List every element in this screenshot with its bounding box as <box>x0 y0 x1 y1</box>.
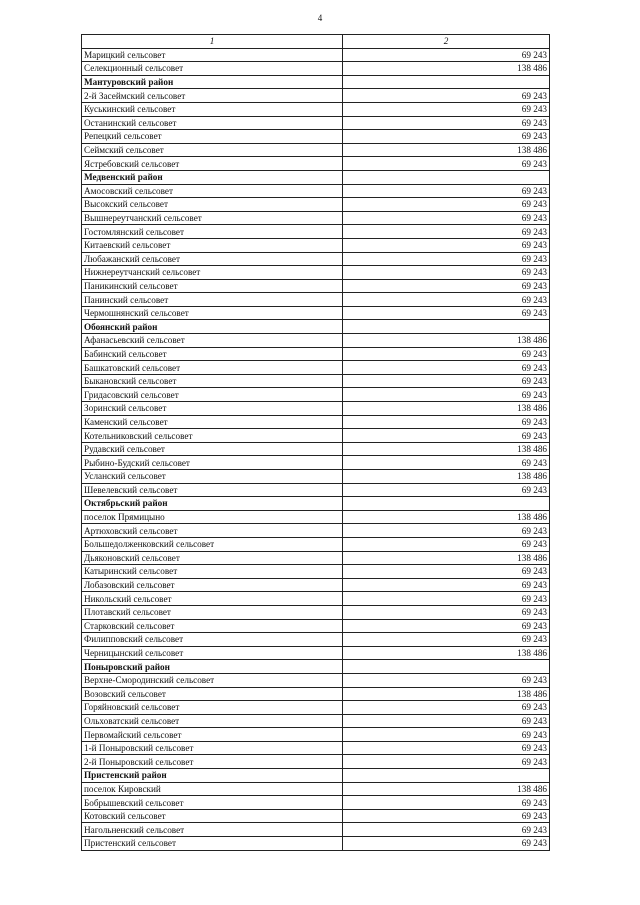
amount-cell: 138 486 <box>343 334 550 348</box>
table-row <box>82 551 550 565</box>
amount-cell: 69 243 <box>343 619 550 633</box>
municipality-name: Лобазовский сельсовет <box>82 578 343 592</box>
district-row <box>82 769 550 783</box>
amount-cell: 69 243 <box>343 741 550 755</box>
table-row <box>82 116 550 130</box>
municipality-name: поселок Кировский <box>82 782 343 796</box>
municipality-name: Большедолженковский сельсовет <box>82 537 343 551</box>
municipality-name: Каменский сельсовет <box>82 415 343 429</box>
amount-cell: 69 243 <box>343 238 550 252</box>
municipality-name: Котовский сельсовет <box>82 809 343 823</box>
table-row <box>82 334 550 348</box>
amount-cell: 69 243 <box>343 755 550 769</box>
municipality-name: Сеймский сельсовет <box>82 143 343 157</box>
table-row <box>82 809 550 823</box>
municipality-name: Останинский сельсовет <box>82 116 343 130</box>
municipality-name: Вышнереутчанский сельсовет <box>82 211 343 225</box>
municipality-name: Ольховатский сельсовет <box>82 714 343 728</box>
municipality-name: Чермошнянский сельсовет <box>82 306 343 320</box>
municipality-name: Старковский сельсовет <box>82 619 343 633</box>
amount-cell: 138 486 <box>343 442 550 456</box>
amount-cell: 69 243 <box>343 225 550 239</box>
municipality-name: Горяйновский сельсовет <box>82 701 343 715</box>
municipality-name: 2-й Поныровский сельсовет <box>82 755 343 769</box>
amount-cell: 69 243 <box>343 823 550 837</box>
amount-cell <box>343 75 550 89</box>
amount-cell: 138 486 <box>343 510 550 524</box>
district-name: Мантуровский район <box>82 75 343 89</box>
municipality-name: Рудавский сельсовет <box>82 442 343 456</box>
table-row <box>82 402 550 416</box>
amount-cell <box>343 660 550 674</box>
table-row <box>82 782 550 796</box>
amount-cell <box>343 170 550 184</box>
table-row <box>82 238 550 252</box>
table-row <box>82 701 550 715</box>
amount-cell: 69 243 <box>343 701 550 715</box>
column-header-2: 2 <box>343 35 550 49</box>
table-row <box>82 306 550 320</box>
municipality-name: Башкатовский сельсовет <box>82 361 343 375</box>
amount-cell: 138 486 <box>343 143 550 157</box>
amount-cell: 69 243 <box>343 361 550 375</box>
municipality-name: Панинский сельсовет <box>82 293 343 307</box>
table-row <box>82 130 550 144</box>
table-row <box>82 537 550 551</box>
table-row <box>82 565 550 579</box>
table-row <box>82 198 550 212</box>
amount-cell: 69 243 <box>343 524 550 538</box>
municipality-name: Амосовский сельсовет <box>82 184 343 198</box>
municipality-name: Зоринский сельсовет <box>82 402 343 416</box>
table-row <box>82 266 550 280</box>
amount-cell: 69 243 <box>343 89 550 103</box>
municipality-name: Бобрышевский сельсовет <box>82 796 343 810</box>
table-row <box>82 646 550 660</box>
amount-cell: 69 243 <box>343 184 550 198</box>
table-row <box>82 102 550 116</box>
table-row <box>82 578 550 592</box>
amount-cell: 69 243 <box>343 565 550 579</box>
municipality-name: Высокский сельсовет <box>82 198 343 212</box>
municipality-name: поселок Прямицыно <box>82 510 343 524</box>
table-row <box>82 687 550 701</box>
municipality-name: Быкановский сельсовет <box>82 374 343 388</box>
municipality-name: Нагольненский сельсовет <box>82 823 343 837</box>
district-row <box>82 170 550 184</box>
amount-cell: 138 486 <box>343 782 550 796</box>
page-number: 4 <box>317 13 323 23</box>
table-body <box>82 48 550 850</box>
amount-cell: 69 243 <box>343 537 550 551</box>
table-row <box>82 211 550 225</box>
table-row <box>82 837 550 851</box>
amount-cell: 69 243 <box>343 796 550 810</box>
amount-cell: 69 243 <box>343 48 550 62</box>
amount-cell: 69 243 <box>343 102 550 116</box>
municipality-name: Никольский сельсовет <box>82 592 343 606</box>
amount-cell: 69 243 <box>343 714 550 728</box>
amount-cell: 69 243 <box>343 633 550 647</box>
table-row <box>82 483 550 497</box>
amount-cell: 138 486 <box>343 646 550 660</box>
table-row <box>82 48 550 62</box>
amount-cell: 69 243 <box>343 483 550 497</box>
amount-cell: 69 243 <box>343 306 550 320</box>
table-row <box>82 429 550 443</box>
table-row <box>82 62 550 76</box>
municipality-name: Селекционный сельсовет <box>82 62 343 76</box>
municipality-name: Нижнереутчанский сельсовет <box>82 266 343 280</box>
amount-cell: 69 243 <box>343 809 550 823</box>
municipality-name: Котельниковский сельсовет <box>82 429 343 443</box>
amount-cell: 138 486 <box>343 470 550 484</box>
district-row <box>82 320 550 334</box>
municipality-name: Марицкий сельсовет <box>82 48 343 62</box>
municipality-name: Черницынский сельсовет <box>82 646 343 660</box>
municipality-name: Усланский сельсовет <box>82 470 343 484</box>
municipality-name: Артюховский сельсовет <box>82 524 343 538</box>
district-name: Пристенский район <box>82 769 343 783</box>
municipality-name: Ястребовский сельсовет <box>82 157 343 171</box>
municipality-name: Рыбино-Будский сельсовет <box>82 456 343 470</box>
amount-cell: 138 486 <box>343 62 550 76</box>
district-name: Медвенский район <box>82 170 343 184</box>
municipality-name: Афанасьевский сельсовет <box>82 334 343 348</box>
municipality-name: Катыринский сельсовет <box>82 565 343 579</box>
amount-cell: 69 243 <box>343 388 550 402</box>
district-row <box>82 660 550 674</box>
amount-cell: 69 243 <box>343 728 550 742</box>
municipality-name: Шевелевский сельсовет <box>82 483 343 497</box>
amount-cell: 69 243 <box>343 266 550 280</box>
table-row <box>82 225 550 239</box>
table-row <box>82 592 550 606</box>
table-row <box>82 442 550 456</box>
table-row <box>82 415 550 429</box>
municipality-name: Филипповский сельсовет <box>82 633 343 647</box>
table-row <box>82 279 550 293</box>
amount-cell: 69 243 <box>343 293 550 307</box>
table-row <box>82 89 550 103</box>
municipality-name: Китаевский сельсовет <box>82 238 343 252</box>
amount-cell: 69 243 <box>343 130 550 144</box>
allocation-table <box>81 34 550 851</box>
municipality-name: Верхне-Смородинский сельсовет <box>82 673 343 687</box>
table-row <box>82 470 550 484</box>
municipality-name: Репецкий сельсовет <box>82 130 343 144</box>
table-header-row <box>82 35 550 49</box>
table-row <box>82 728 550 742</box>
amount-cell: 69 243 <box>343 252 550 266</box>
amount-cell: 69 243 <box>343 415 550 429</box>
municipality-name: 1-й Поныровский сельсовет <box>82 741 343 755</box>
table-row <box>82 673 550 687</box>
municipality-name: Паникинский сельсовет <box>82 279 343 293</box>
table-row <box>82 619 550 633</box>
table-row <box>82 524 550 538</box>
municipality-name: Дьяконовский сельсовет <box>82 551 343 565</box>
amount-cell: 69 243 <box>343 837 550 851</box>
amount-cell: 69 243 <box>343 578 550 592</box>
amount-cell <box>343 497 550 511</box>
table-row <box>82 347 550 361</box>
municipality-name: Первомайский сельсовет <box>82 728 343 742</box>
amount-cell: 69 243 <box>343 157 550 171</box>
amount-cell: 69 243 <box>343 429 550 443</box>
amount-cell: 69 243 <box>343 116 550 130</box>
municipality-name: Любажанский сельсовет <box>82 252 343 266</box>
municipality-name: Бабинский сельсовет <box>82 347 343 361</box>
amount-cell: 69 243 <box>343 673 550 687</box>
table-row <box>82 361 550 375</box>
district-row <box>82 75 550 89</box>
amount-cell: 138 486 <box>343 402 550 416</box>
municipality-name: 2-й Засеймский сельсовет <box>82 89 343 103</box>
table-row <box>82 293 550 307</box>
table-row <box>82 741 550 755</box>
table-row <box>82 143 550 157</box>
table-row <box>82 157 550 171</box>
amount-cell: 69 243 <box>343 605 550 619</box>
table-row <box>82 252 550 266</box>
municipality-name: Возовский сельсовет <box>82 687 343 701</box>
amount-cell: 69 243 <box>343 211 550 225</box>
amount-cell: 69 243 <box>343 592 550 606</box>
district-name: Обоянский район <box>82 320 343 334</box>
table-row <box>82 510 550 524</box>
table-row <box>82 605 550 619</box>
table-row <box>82 823 550 837</box>
district-name: Поныровский район <box>82 660 343 674</box>
municipality-name: Гридасовский сельсовет <box>82 388 343 402</box>
municipality-name: Плотавский сельсовет <box>82 605 343 619</box>
table-row <box>82 374 550 388</box>
table-row <box>82 796 550 810</box>
amount-cell: 69 243 <box>343 456 550 470</box>
table-row <box>82 714 550 728</box>
amount-cell: 69 243 <box>343 279 550 293</box>
amount-cell: 69 243 <box>343 374 550 388</box>
municipality-name: Куськинский сельсовет <box>82 102 343 116</box>
table-row <box>82 388 550 402</box>
amount-cell <box>343 769 550 783</box>
column-header-1: 1 <box>82 35 343 49</box>
amount-cell: 138 486 <box>343 687 550 701</box>
table-row <box>82 184 550 198</box>
table-row <box>82 456 550 470</box>
table-row <box>82 633 550 647</box>
district-row <box>82 497 550 511</box>
amount-cell: 69 243 <box>343 198 550 212</box>
amount-cell <box>343 320 550 334</box>
table-row <box>82 755 550 769</box>
district-name: Октябрьский район <box>82 497 343 511</box>
amount-cell: 69 243 <box>343 347 550 361</box>
amount-cell: 138 486 <box>343 551 550 565</box>
municipality-name: Пристенский сельсовет <box>82 837 343 851</box>
municipality-name: Гостомлянский сельсовет <box>82 225 343 239</box>
